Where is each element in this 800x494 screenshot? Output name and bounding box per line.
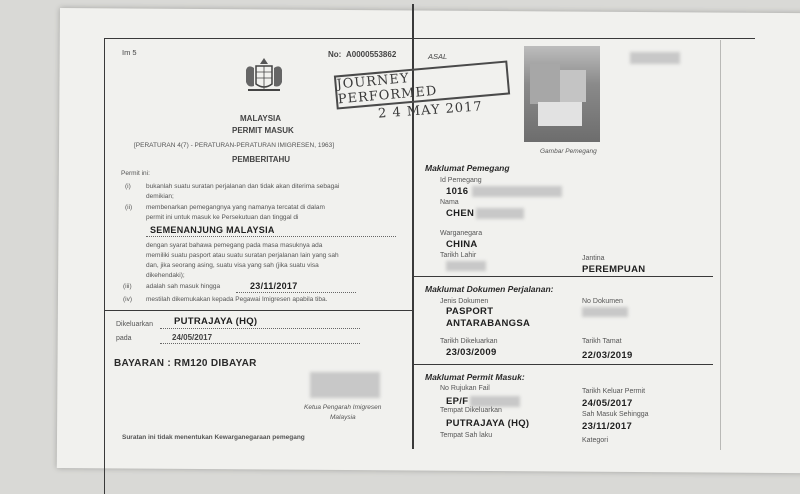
- doc-expiry-label: Tarikh Tamat: [582, 338, 622, 345]
- valid-until-label: Sah Masuk Sehingga: [582, 411, 649, 418]
- item-iii-num: (iii): [123, 283, 132, 290]
- item-iii-text: adalah sah masuk hingga: [146, 283, 221, 290]
- doc-type-value-1: PASPORT: [446, 306, 494, 317]
- valid-until-underline: [236, 292, 356, 293]
- dob-redacted: [446, 261, 486, 271]
- nationality-value: CHINA: [446, 239, 478, 250]
- valid-place-label: Tempat Sah laku: [440, 432, 493, 439]
- stamp-date: 2 4 MAY 2017: [377, 99, 484, 122]
- doc-expiry-value: 22/03/2019: [582, 350, 633, 361]
- file-ref-value: EP/F: [446, 396, 469, 407]
- issued-value: PUTRAJAYA (HQ): [174, 316, 258, 327]
- journey-performed-stamp: JOURNEY PERFORMED: [334, 60, 510, 109]
- header-title: PERMIT MASUK: [232, 126, 294, 135]
- holder-id-value: 1016: [446, 186, 469, 197]
- footer-note: Suratan ini tidak menentukan Kewarganegaraan pemegang: [122, 434, 305, 441]
- right-separator-1: [413, 276, 713, 277]
- condition-line-2: memiliki suatu pasport atau suatu suratan perjalanan lain yang sah: [146, 252, 339, 259]
- serial-number: A0000553862: [346, 50, 397, 59]
- issued-place-label: Tempat Dikeluarkan: [440, 407, 502, 414]
- gender-value: PEREMPUAN: [582, 264, 646, 275]
- permit-section-title: Maklumat Permit Masuk:: [425, 372, 525, 382]
- item-i-line-2: demikian;: [146, 193, 174, 200]
- permit-valid-until-value: 23/11/2017: [582, 421, 633, 432]
- issued-label: Dikeluarkan: [116, 321, 153, 328]
- holder-section-title: Maklumat Pemegang: [425, 163, 510, 173]
- issued-date-label: pada: [116, 335, 132, 342]
- asal-label: ASAL: [428, 52, 448, 61]
- file-ref-label: No Rujukan Fail: [440, 385, 490, 392]
- file-ref-redacted: [470, 396, 520, 407]
- category-label: Kategori: [582, 437, 609, 444]
- item-ii-line-1: membenarkan pemegangnya yang namanya tercatat di dalam: [146, 204, 325, 211]
- item-iv-text: mestilah dikemukakan kepada Pegawai Imigresen apabila tiba.: [146, 296, 328, 303]
- item-ii-num: (ii): [125, 204, 133, 211]
- holder-photo: [524, 46, 600, 142]
- issued-underline: [160, 328, 360, 329]
- item-i-num: (i): [125, 183, 131, 190]
- holder-name-label: Nama: [440, 199, 459, 206]
- signatory-title-1: Ketua Pengarah Imigresen: [304, 404, 382, 411]
- valid-until-value: 23/11/2017: [250, 281, 298, 291]
- form-code: Im 5: [122, 48, 137, 57]
- item-i-line-1: bukanlah suatu suratan perjalanan dan tidak akan diterima sebagai: [146, 183, 340, 190]
- region-value: SEMENANJUNG MALAYSIA: [150, 225, 275, 235]
- redacted-top-right: [630, 52, 680, 64]
- header-regulation: [PERATURAN 4(7) - PERATURAN-PERATURAN IMIGRESEN, 1963]: [134, 142, 335, 149]
- serial-label: No:: [328, 50, 342, 59]
- doc-type-label: Jenis Dokumen: [440, 298, 489, 305]
- body-intro: Permit ini:: [121, 170, 150, 177]
- doc-type-value-2: ANTARABANGSA: [446, 318, 531, 329]
- doc-issue-label: Tarikh Dikeluarkan: [440, 338, 498, 345]
- item-ii-line-2: permit ini untuk masuk ke Persekutuan dan tinggal di: [146, 214, 299, 221]
- issued-date-underline: [160, 343, 360, 344]
- doc-no-redacted: [582, 307, 628, 317]
- travel-section-title: Maklumat Dokumen Perjalanan:: [425, 284, 554, 294]
- issued-date-value: 24/05/2017: [172, 333, 213, 342]
- payment-text: BAYARAN : RM120 DIBAYAR: [114, 358, 257, 369]
- signatory-title-2: Malaysia: [330, 414, 356, 421]
- holder-name-value: CHEN: [446, 208, 475, 219]
- condition-line-3: dan, jika seorang asing, suatu visa yang sah (jika suatu visa: [146, 262, 319, 269]
- left-separator: [104, 310, 412, 311]
- dob-label: Tarikh Lahir: [440, 252, 477, 259]
- holder-id-label: Id Pemegang: [440, 177, 482, 184]
- doc-no-label: No Dokumen: [582, 298, 623, 305]
- holder-id-redacted: [472, 186, 562, 197]
- gender-label: Jantina: [582, 255, 605, 262]
- coat-of-arms-icon: [242, 56, 286, 96]
- item-iv-num: (iv): [123, 296, 133, 303]
- photo-caption: Gambar Pemegang: [540, 148, 597, 155]
- nationality-label: Warganegara: [440, 230, 483, 237]
- signature-redacted: [310, 372, 380, 398]
- right-separator-2: [413, 364, 713, 365]
- holder-name-redacted: [476, 208, 524, 219]
- condition-line-4: dikehendaki);: [146, 272, 185, 279]
- permit-issue-label: Tarikh Keluar Permit: [582, 388, 646, 395]
- page-edge: [720, 40, 721, 450]
- doc-issue-value: 23/03/2009: [446, 347, 497, 358]
- region-underline: [146, 236, 396, 237]
- header-country: MALAYSIA: [240, 114, 282, 123]
- condition-line-1: dengan syarat bahawa pemegang pada masa masuknya ada: [146, 242, 323, 249]
- header-notice: PEMBERITAHU: [232, 155, 291, 164]
- issued-place-value: PUTRAJAYA (HQ): [446, 418, 530, 429]
- permit-issue-value: 24/05/2017: [582, 398, 633, 409]
